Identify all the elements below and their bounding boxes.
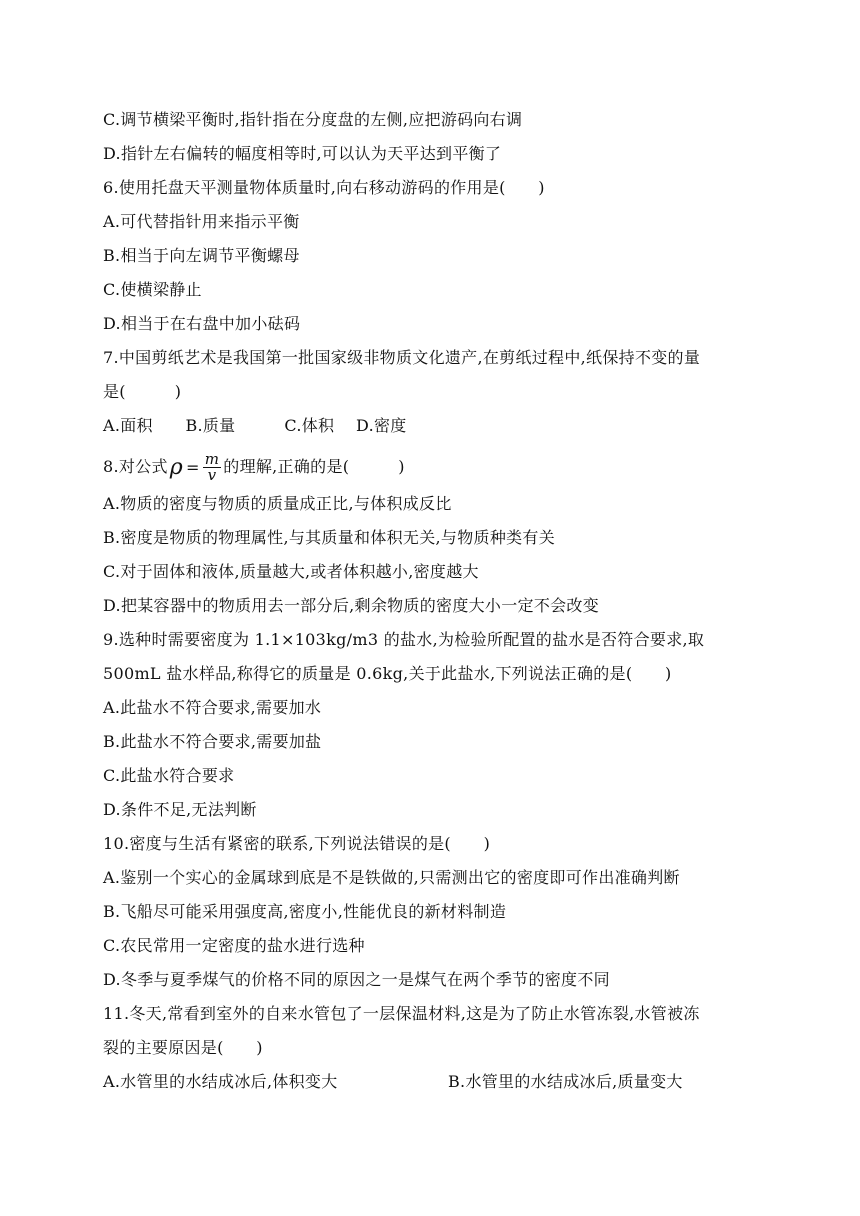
question-7-stem-cont: 是( ) xyxy=(103,382,182,401)
question-8-option-b: B.密度是物质的物理属性,与其质量和体积无关,与物质种类有关 xyxy=(103,528,556,547)
question-6-option-b: B.相当于向左调节平衡螺母 xyxy=(103,246,300,265)
question-6-stem: 6.使用托盘天平测量物体质量时,向右移动游码的作用是( ) xyxy=(103,178,545,197)
text-line: D.指针左右偏转的幅度相等时,可以认为天平达到平衡了 xyxy=(103,144,502,163)
question-11-option-a: A.水管里的水结成冰后,体积变大 xyxy=(103,1072,338,1091)
question-9-option-c: C.此盐水符合要求 xyxy=(103,766,235,785)
question-6-option-a: A.可代替指针用来指示平衡 xyxy=(103,212,300,231)
question-8-option-c: C.对于固体和液体,质量越大,或者体积越小,密度越大 xyxy=(103,562,479,581)
text-line: C.调节横梁平衡时,指针指在分度盘的左侧,应把游码向右调 xyxy=(103,110,523,129)
question-10-option-a: A.鉴别一个实心的金属球到底是不是铁做的,只需测出它的密度即可作出准确判断 xyxy=(103,868,680,887)
question-8-prefix: 8.对公式 xyxy=(103,457,168,476)
question-8-option-d: D.把某容器中的物质用去一部分后,剩余物质的密度大小一定不会改变 xyxy=(103,596,600,615)
formula-numerator: m xyxy=(204,450,220,468)
question-10-option-c: C.农民常用一定密度的盐水进行选种 xyxy=(103,936,365,955)
question-11-options-row xyxy=(103,1072,683,1092)
question-6-option-d: D.相当于在右盘中加小砝码 xyxy=(103,314,301,333)
question-9-option-b: B.此盐水不符合要求,需要加盐 xyxy=(103,732,322,751)
question-8-suffix: 的理解,正确的是( ) xyxy=(223,457,405,476)
question-10-stem: 10.密度与生活有紧密的联系,下列说法错误的是( ) xyxy=(103,834,491,853)
question-7-options: A.面积 B.质量 C.体积 D.密度 xyxy=(103,416,407,435)
question-11-option-b: B.水管里的水结成冰后,质量变大 xyxy=(448,1072,683,1091)
formula-rho: ρ xyxy=(169,454,184,480)
density-formula xyxy=(170,452,221,483)
question-11-stem: 11.冬天,常看到室外的自来水管包了一层保温材料,这是为了防止水管冻裂,水管被冻 xyxy=(103,1004,700,1023)
question-6-option-c: C.使横梁静止 xyxy=(103,280,202,299)
question-9-option-d: D.条件不足,无法判断 xyxy=(103,800,257,819)
formula-equals: = xyxy=(186,457,200,477)
question-11-stem-cont: 裂的主要原因是( ) xyxy=(103,1038,263,1057)
question-8-stem xyxy=(103,450,405,484)
question-8-option-a: A.物质的密度与物质的质量成正比,与体积成反比 xyxy=(103,494,452,513)
question-10-option-b: B.飞船尽可能采用强度高,密度小,性能优良的新材料制造 xyxy=(103,902,507,921)
formula-denominator: v xyxy=(207,466,217,484)
question-9-option-a: A.此盐水不符合要求,需要加水 xyxy=(103,698,322,717)
question-7-stem: 7.中国剪纸艺术是我国第一批国家级非物质文化遗产,在剪纸过程中,纸保持不变的量 xyxy=(103,348,701,367)
question-9-stem-cont: 500mL 盐水样品,称得它的质量是 0.6kg,关于此盐水,下列说法正确的是( ) xyxy=(103,664,672,683)
question-9-stem: 9.选种时需要密度为 1.1×103kg/m3 的盐水,为检验所配置的盐水是否符合要求,取 xyxy=(103,630,705,649)
formula-fraction xyxy=(203,452,222,483)
question-10-option-d: D.冬季与夏季煤气的价格不同的原因之一是煤气在两个季节的密度不同 xyxy=(103,970,610,989)
